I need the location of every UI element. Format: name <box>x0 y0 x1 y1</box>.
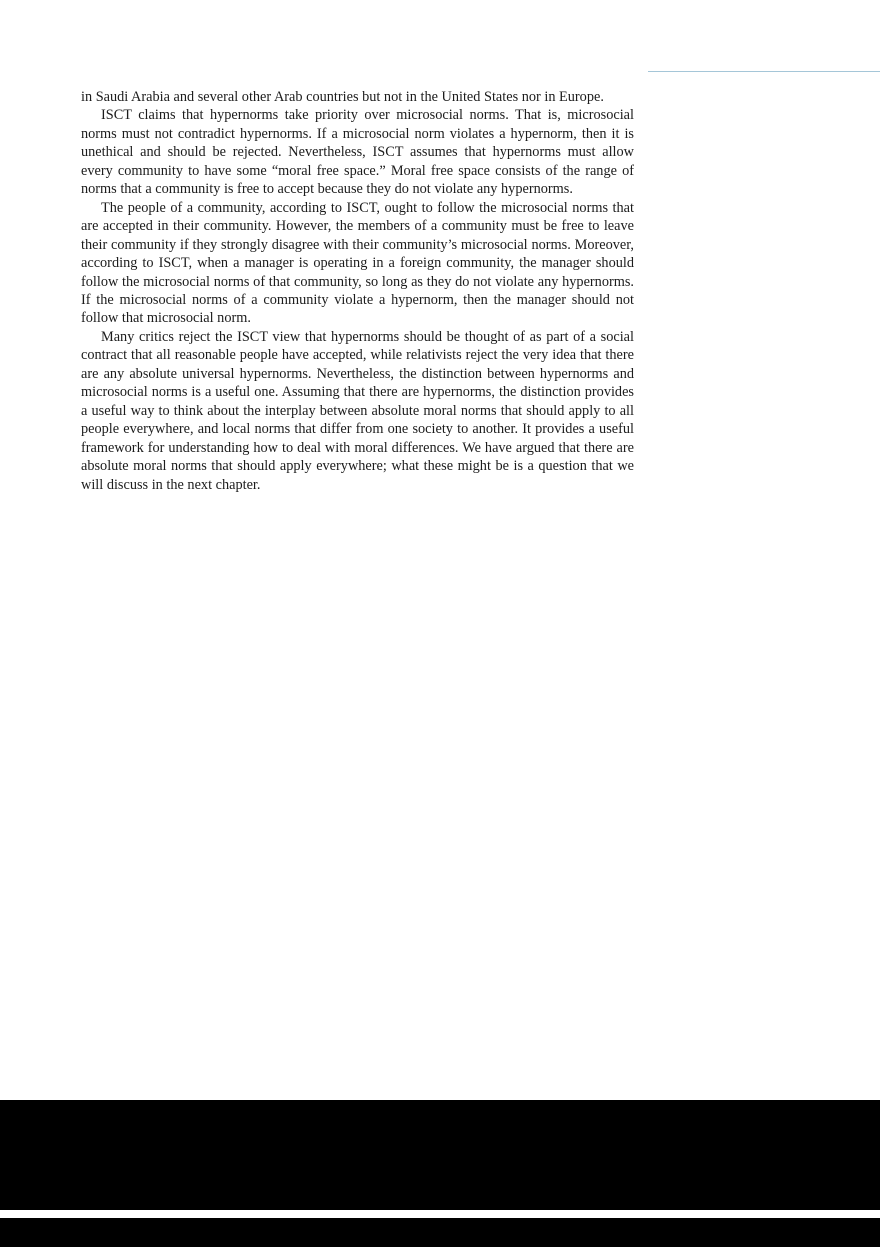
body-text-column <box>81 88 634 494</box>
header-rule-line <box>648 71 880 72</box>
bottom-black-bar <box>0 1100 880 1247</box>
paragraph: in Saudi Arabia and several other Arab countries but not in the United States nor in Europe. <box>81 89 604 105</box>
paragraph: Many critics reject the ISCT view that hypernorms should be thought of as part of a social contract that all reasonable people have accepted, while relativists reject the very idea that there are any absolute universal hypernorms. Nevertheless, the distinction between hypernorms and microsocial norms is a useful one. Assuming that there are hypernorms, the distinction provides a useful way to think about the interplay between absolute moral norms that should apply to all people everywhere, and local norms that differ from one society to another. It provides a useful framework for understanding how to deal with moral differences. We have argued that there are absolute moral norms that should apply everywhere; what these might be is a question that we will discuss in the next chapter. <box>81 328 634 493</box>
bottom-white-divider <box>0 1210 880 1218</box>
paragraph: The people of a community, according to ISCT, ought to follow the microsocial norms that are accepted in their community. However, the members of a community must be free to leave their community if they strongly disagree with their community’s microsocial norms. Moreover, according to ISCT, when a manager is operating in a foreign community, the manager should follow the microsocial norms of that community, so long as they do not violate any hypernorms. If the microsocial norms of a community violate a hypernorm, then the manager should not follow that microsocial norm. <box>81 199 634 327</box>
paragraph: ISCT claims that hypernorms take priority over microsocial norms. That is, microsocial norms must not contradict hypernorms. If a microsocial norm violates a hypernorm, then it is unethical and should be rejected. Nevertheless, ISCT assumes that hypernorms must allow every community to have some “moral free space.” Moral free space consists of the range of norms that a community is free to accept because they do not violate any hypernorms. <box>81 107 634 198</box>
